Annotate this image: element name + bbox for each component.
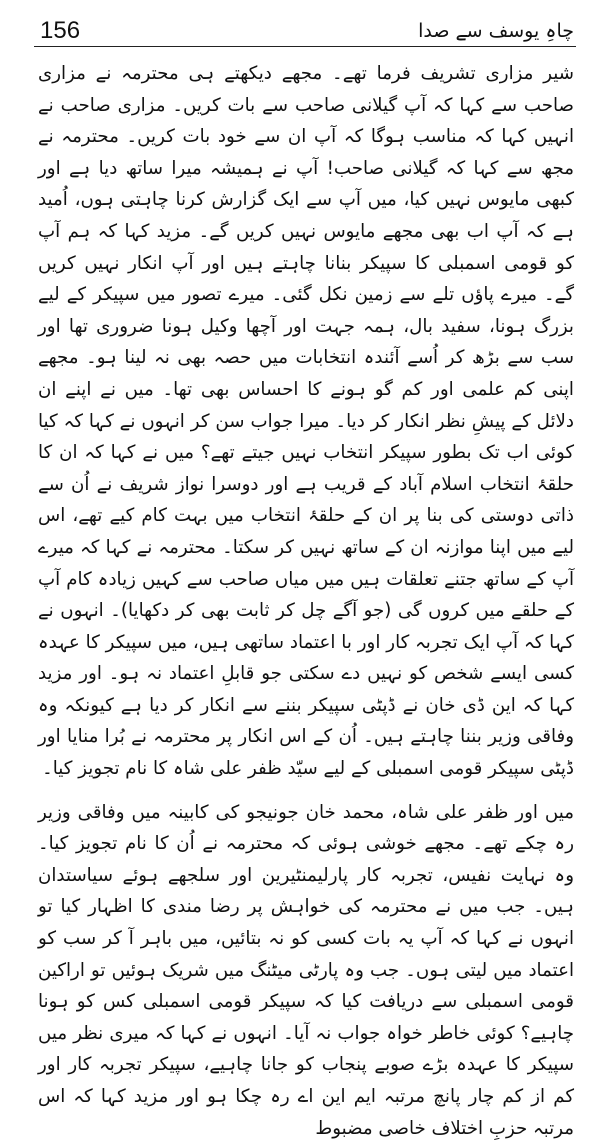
paragraph-2: میں اور ظفر علی شاہ، محمد خان جونیجو کی کابینہ میں وفاقی وزیر رہ چکے تھے۔ مجھے خوشی ہوئی کہ محترمہ نے اُن کا نام تجویز کیا۔ وہ نہایت نفیس، تجربہ کار پارلیمنٹیرین اور سلجھے ہوئے سیاستدان ہیں۔ جب میں نے محترمہ کی خواہش پر رضا مندی کا اظہار کیا تو انہوں نے کہا کہ آپ یہ بات کسی کو نہ بتائیں، میں باہر آ کر سب کو اعتماد میں لیتی ہوں۔ جب وہ پارٹی میٹنگ میں شریک ہوئیں تو اراکین قومی اسمبلی سے دریافت کیا کہ سپیکر قومی اسمبلی کس کو ہونا چاہیے؟ کوئی خاطر خواہ جواب نہ آیا۔ انہوں نے کہا کہ میری نظر میں سپیکر کا عہدہ بڑے صوبے پنجاب کو جانا چاہیے، سپیکر تجربہ کار اور کم از کم چار پانچ مرتبہ ایم این اے رہ چکا ہو اور مزید کہا کہ اس مرتبہ حزبِ اختلاف خاصی مضبوط <box>38 801 574 1139</box>
header-divider <box>34 46 576 47</box>
paragraph-1: شیر مزاری تشریف فرما تھے۔ مجھے دیکھتے ہی محترمہ نے مزاری صاحب سے کہا کہ آپ گیلانی صاحب سے بات کریں۔ مزاری صاحب نے انہیں کہا کہ مناسب ہوگا کہ آپ ان سے خود بات کریں۔ محترمہ نے مجھ سے کہا کہ گیلانی صاحب! آپ نے ہمیشہ میرا ساتھ دیا ہے اور کبھی مایوس نہیں کیا، میں آپ سے ایک گزارش کرنا چاہتی ہوں، اُمید ہے کہ آپ اب بھی مجھے مایوس نہیں کریں گے۔ مزید کہا کہ ہم آپ کو قومی اسمبلی کا سپیکر بنانا چاہتے ہیں اور آپ انکار نہیں کریں گے۔ میرے پاؤں تلے سے زمین نکل گئی۔ میرے تصور میں سپیکر کے لیے بزرگ ہونا، سفید بال، ہمہ جہت اور آچھا وکیل ہونا ضروری تھا اور سب سے بڑھ کر اُسے آئندہ انتخابات میں حصہ بھی نہ لینا ہو۔ مجھے اپنی کم علمی اور کم گو ہونے کا احساس بھی تھا۔ میں نے اپنے ان دلائل کے پیشِ نظر انکار کر دیا۔ میرا جواب سن کر انہوں نے کہا کہ کیا کوئی اب تک بطور سپیکر انتخاب نہیں جیتے تھے؟ میں نے کہا کہ ان کا حلقۂ انتخاب اسلام آباد کے قریب ہے اور دوسرا نواز شریف نے اُن سے ذاتی دوستی کی بنا پر ان کے حلقۂ انتخاب میں بہت کام کیے تھے، اس لیے میں اپنا موازنہ ان کے ساتھ نہیں کر سکتا۔ محترمہ نے کہا کہ میرے آپ کے ساتھ جتنے تعلقات ہیں میں میاں صاحب سے کہیں زیادہ کام آپ کے حلقے میں کروں گی (جو آگے چل کر ثابت بھی کر دکھایا)۔ انہوں نے کہا کہ آپ ایک تجربہ کار اور با اعتماد ساتھی ہیں، میں سپیکر کا عہدہ کسی ایسے شخص کو نہیں دے سکتی جو قابلِ اعتماد نہ ہو۔ اور مزید کہا کہ این ڈی خان نے ڈپٹی سپیکر بننے سے انکار کر دیا ہے کیونکہ وہ وفاقی وزیر بننا چاہتے ہیں۔ اُن کے اس انکار پر محترمہ نے بُرا منایا اور ڈپٹی سپیکر قومی اسمبلی کے لیے سیّد ظفر علی شاہ کا نام تجویز کیا۔ <box>38 63 574 780</box>
body-text <box>38 58 574 1139</box>
page-header <box>40 14 574 50</box>
paragraph-gap <box>38 785 574 797</box>
page-number: 156 <box>40 17 81 44</box>
running-title: چاہِ یوسف سے صدا <box>418 20 574 42</box>
